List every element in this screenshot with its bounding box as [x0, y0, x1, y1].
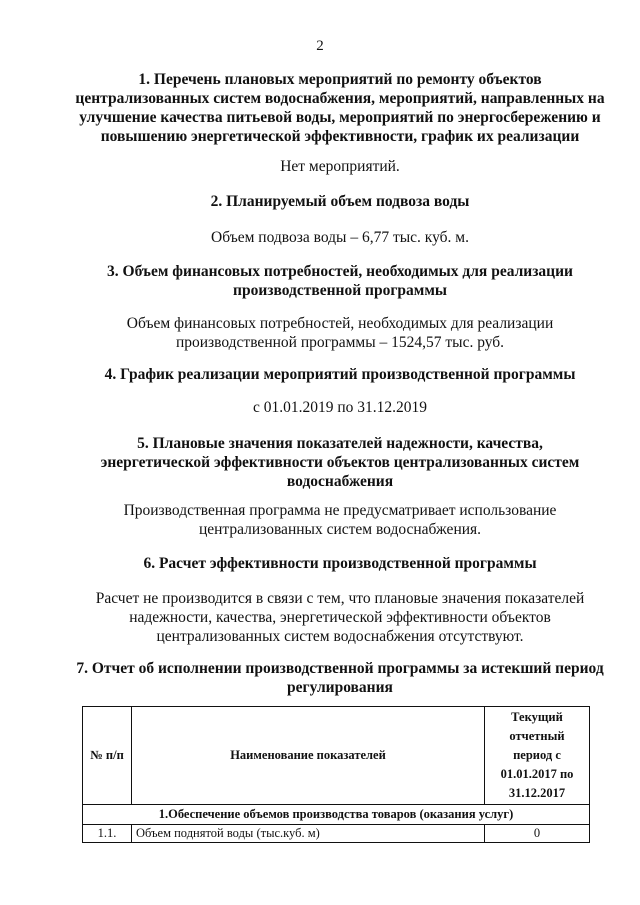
- section-1-body: [60, 157, 620, 176]
- header-period-line: период с: [513, 748, 561, 762]
- heading-line: улучшение качества питьевой воды, мероприятий по энергосбережению и: [79, 109, 601, 126]
- section-3-body: [60, 314, 620, 352]
- heading-line: 3. Объем финансовых потребностей, необходимых для реализации: [107, 263, 573, 280]
- report-table: [82, 706, 590, 843]
- body-line: централизованных систем водоснабжения отсутствуют.: [156, 628, 524, 645]
- section-6-body: [60, 589, 620, 646]
- section-4-heading: [60, 365, 620, 384]
- row-value: 0: [485, 825, 590, 843]
- page-number: 2: [316, 38, 324, 54]
- heading-line: 6. Расчет эффективности производственной программы: [143, 555, 537, 572]
- heading-line: 5. Плановые значения показателей надежности, качества,: [137, 435, 543, 452]
- heading-line: производственной программы: [233, 282, 447, 299]
- heading-line: регулирования: [287, 679, 393, 696]
- heading-line: 7. Отчет об исполнении производственной программы за истекший период: [76, 660, 604, 677]
- body-line: Производственная программа не предусматривает использование: [123, 502, 557, 519]
- header-period-line: 01.01.2017 по: [500, 767, 574, 781]
- header-period: [485, 707, 590, 805]
- section-row-cell: 1.Обеспечение объемов производства товаров (оказания услуг): [83, 805, 590, 825]
- section-7-heading: [60, 659, 620, 697]
- body-line: Объем подвоза воды – 6,77 тыс. куб. м.: [211, 229, 469, 246]
- heading-line: водоснабжения: [286, 473, 394, 490]
- heading-line: централизованных систем водоснабжения, мероприятий, направленных на: [75, 90, 605, 107]
- row-name: Объем поднятой воды (тыс.куб. м): [132, 825, 485, 843]
- heading-line: 1. Перечень плановых мероприятий по ремонту объектов: [138, 71, 542, 88]
- row-num: 1.1.: [83, 825, 132, 843]
- header-name: Наименование показателей: [132, 707, 485, 805]
- section-6-heading: [60, 554, 620, 573]
- section-5-heading: [60, 434, 620, 491]
- header-num: № п/п: [83, 707, 132, 805]
- section-3-heading: [60, 262, 620, 300]
- heading-line: энергетической эффективности объектов централизованных систем: [100, 454, 580, 471]
- header-period-line: 31.12.2017: [508, 786, 566, 800]
- section-1-heading: [60, 70, 620, 146]
- body-line: с 01.01.2019 по 31.12.2019: [252, 399, 428, 416]
- table-row: [83, 825, 590, 843]
- section-2-body: [60, 228, 620, 247]
- heading-line: повышению энергетической эффективности, график их реализации: [100, 128, 580, 145]
- header-period-line: Текущий: [511, 710, 563, 724]
- body-line: Нет мероприятий.: [280, 158, 400, 175]
- section-2-heading: [60, 192, 620, 211]
- body-line: надежности, качества, энергетической эффективности объектов: [129, 609, 551, 626]
- header-period-line: отчетный: [509, 729, 565, 743]
- table-header-row: [83, 707, 590, 805]
- body-line: централизованных систем водоснабжения.: [198, 521, 482, 538]
- heading-line: 2. Планируемый объем подвоза воды: [210, 193, 470, 210]
- body-line: Объем финансовых потребностей, необходимых для реализации: [126, 315, 554, 332]
- section-4-body: [60, 398, 620, 417]
- table-section-row: [83, 805, 590, 825]
- section-5-body: [60, 501, 620, 539]
- heading-line: 4. График реализации мероприятий производственной программы: [104, 366, 576, 383]
- body-line: производственной программы – 1524,57 тыс. руб.: [175, 334, 505, 351]
- body-line: Расчет не производится в связи с тем, что плановые значения показателей: [95, 590, 585, 607]
